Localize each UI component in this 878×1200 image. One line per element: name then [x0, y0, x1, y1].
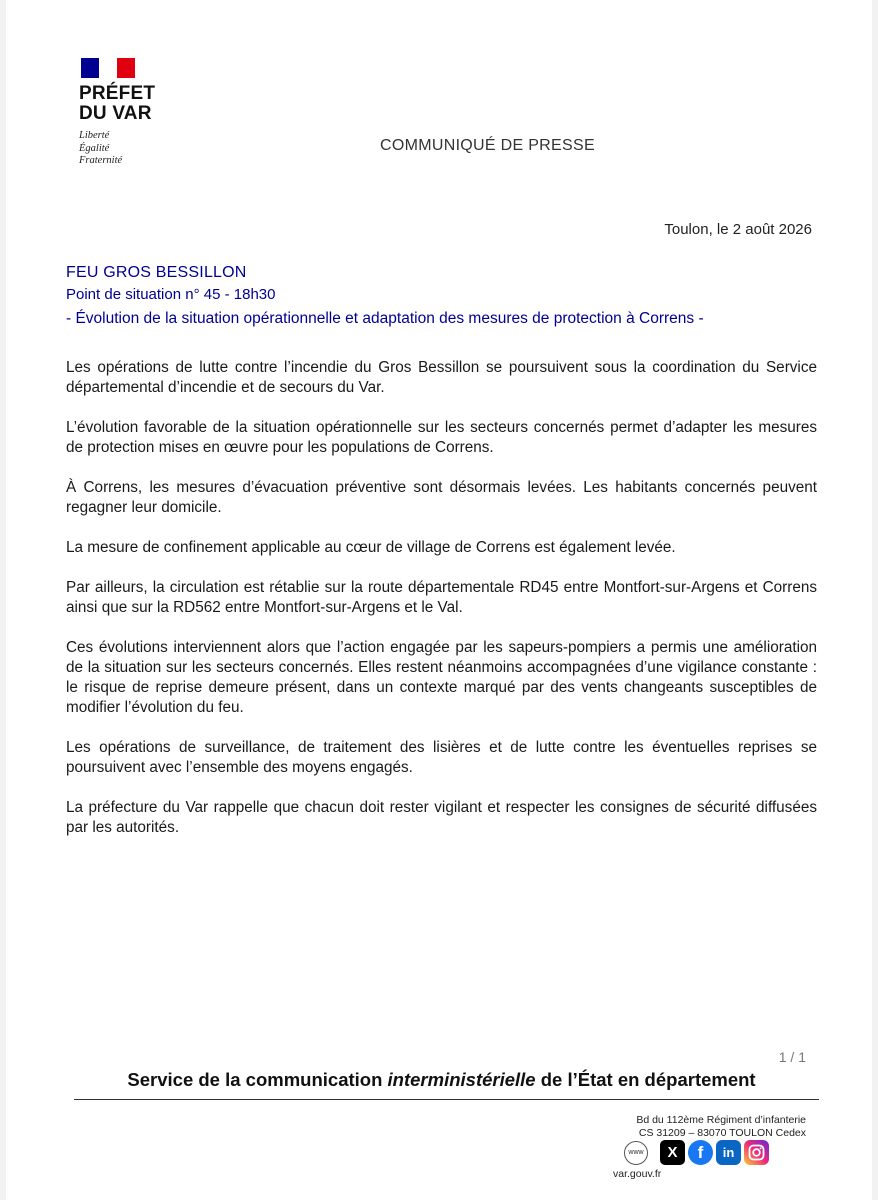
paragraph: À Correns, les mesures d’évacuation préventive sont désormais levées. Les habitants concernés peuvent regagner leur domicile.: [66, 479, 817, 516]
release-subtitle: Point de situation n° 45 - 18h30: [66, 286, 276, 303]
document-date: Toulon, le 2 août 2026: [664, 221, 812, 238]
release-summary: - Évolution de la situation opérationnelle et adaptation des mesures de protection à Correns -: [66, 310, 704, 327]
instagram-icon[interactable]: [744, 1140, 769, 1165]
address-line1: Bd du 112ème Régiment d’infanterie: [636, 1114, 806, 1126]
paragraph: Les opérations de lutte contre l’incendie du Gros Bessillon se poursuivent sous la coordination du Service départemental d’incendie et de secours du Var.: [66, 359, 817, 396]
release-heading: [66, 262, 826, 330]
linkedin-icon[interactable]: in: [716, 1140, 741, 1165]
website-link[interactable]: var.gouv.fr: [613, 1168, 662, 1180]
paragraph: Par ailleurs, la circulation est rétablie sur la route départementale RD45 entre Montfort-sur-Argens et Correns ainsi que sur la RD562 entre Montfort-sur-Argens et le Val.: [66, 579, 817, 616]
service-title-italic: interministérielle: [387, 1069, 536, 1090]
paragraph: L’évolution favorable de la situation opérationnelle sur les secteurs concernés permet d’adapter les mesures de protection mises en œuvre pour les populations de Correns.: [66, 419, 817, 456]
prefet-logo: [79, 58, 179, 168]
marianne-flag-icon: [81, 58, 135, 78]
service-title: [66, 1069, 817, 1091]
paragraph: Ces évolutions interviennent alors que l’action engagée par les sapeurs-pompiers a permis une amélioration de la situation sur les secteurs concernés. Elles restent néanmoins accompagnées d’une vigilance constante : le risque de reprise demeure présent, dans un contexte marqué par des vents changeants susceptibles de modifier l’évolution du feu.: [66, 639, 817, 716]
postal-address: [636, 1114, 806, 1140]
motto-liberte: Liberté: [79, 130, 110, 141]
service-title-pre: Service de la communication: [127, 1069, 388, 1090]
paragraph: Les opérations de surveillance, de traitement des lisières et de lutte contre les éventuelles reprises se poursuivent avec l’ensemble des moyens engagés.: [66, 739, 817, 776]
logo-title: [79, 84, 179, 124]
x-icon[interactable]: X: [660, 1140, 685, 1165]
press-release-page: [6, 0, 872, 1200]
release-body: [66, 358, 817, 858]
motto-fraternite: Fraternité: [79, 155, 123, 166]
release-title: FEU GROS BESSILLON: [66, 264, 247, 281]
service-title-post: de l’État en département: [535, 1069, 756, 1090]
motto-egalite: Égalité: [79, 142, 110, 154]
footer-divider: [74, 1099, 819, 1100]
address-line2: CS 31209 – 83070 TOULON Cedex: [638, 1127, 806, 1139]
republic-motto: [79, 130, 179, 168]
paragraph: La préfecture du Var rappelle que chacun doit rester vigilant et respecter les consignes de sécurité diffusées par les autorités.: [66, 799, 817, 836]
logo-line2: DU VAR: [79, 103, 152, 124]
paragraph: La mesure de confinement applicable au cœur de village de Correns est également levée.: [66, 539, 676, 556]
facebook-icon[interactable]: f: [688, 1140, 713, 1165]
www-icon[interactable]: www: [624, 1141, 648, 1165]
document-type: COMMUNIQUÉ DE PRESSE: [380, 137, 595, 154]
logo-line1: PRÉFET: [79, 83, 156, 104]
social-links: [620, 1140, 772, 1165]
page-number: 1 / 1: [778, 1049, 806, 1065]
